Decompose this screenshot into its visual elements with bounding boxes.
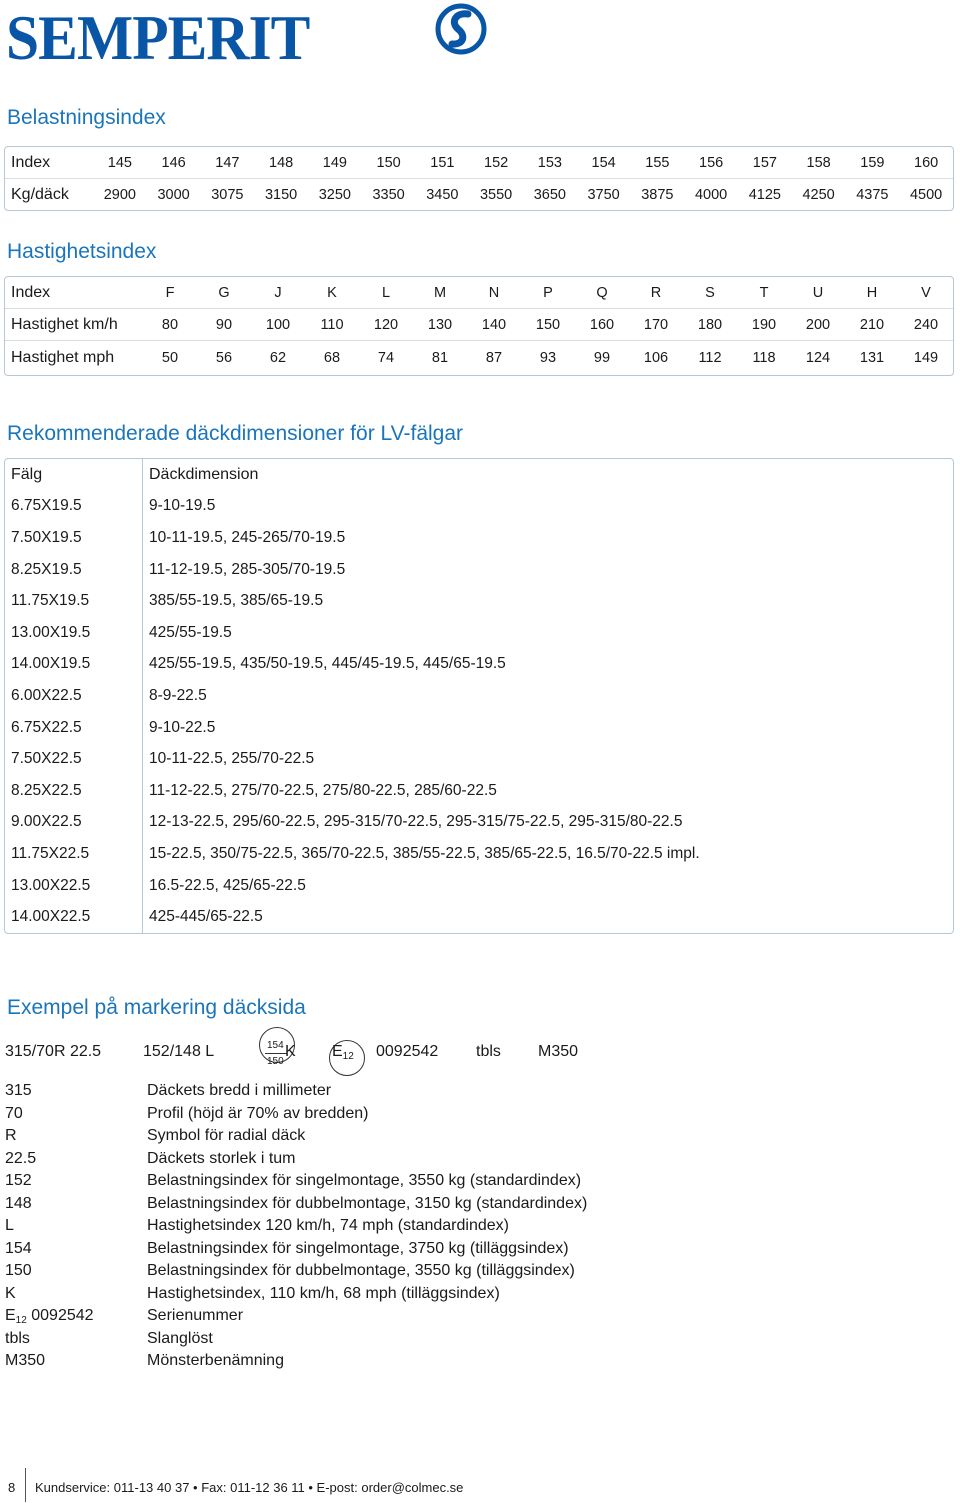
- load-kg-cell: 3750: [577, 178, 631, 210]
- speed-mph-cell: 81: [413, 340, 467, 375]
- mark-pattern: M350: [538, 1043, 579, 1060]
- speed-mph-cell: 118: [737, 340, 791, 375]
- legend-row: [5, 1307, 705, 1330]
- rim-size: 6.75X22.5: [5, 712, 143, 744]
- load-index-table: [4, 146, 954, 211]
- rim-size: 14.00X19.5: [5, 649, 143, 681]
- speed-mph-cell: 131: [845, 340, 899, 375]
- speed-index-cell: S: [705, 284, 715, 301]
- e-mark: [332, 1043, 354, 1062]
- speed-mph-row: [5, 340, 953, 375]
- marking-title: Exempel på markering däcksida: [7, 996, 306, 1019]
- rim-size: 6.75X19.5: [5, 491, 143, 523]
- tire-dimensions: 11-12-22.5, 275/70-22.5, 275/80-22.5, 285/60-22.5: [149, 781, 497, 799]
- legend-value: Slanglöst: [147, 1329, 213, 1347]
- table-row: [5, 807, 953, 839]
- row-label: Kg/däck: [5, 178, 93, 210]
- legend-row: [5, 1195, 705, 1218]
- load-index-cell: 150: [376, 154, 401, 171]
- footer-divider: [25, 1468, 26, 1502]
- speed-mph-cell: 68: [305, 340, 359, 375]
- rim-size: 8.25X22.5: [5, 775, 143, 807]
- load-kg-cell: 3350: [362, 178, 416, 210]
- speed-mph-cell: 74: [359, 340, 413, 375]
- table-row: [5, 649, 953, 681]
- legend-row: [5, 1330, 705, 1353]
- speed-kmh-cell: 150: [521, 308, 575, 340]
- tire-dimensions: 12-13-22.5, 295/60-22.5, 295-315/70-22.5, 295-315/75-22.5, 295-315/80-22.5: [149, 813, 683, 831]
- speed-kmh-cell: 210: [845, 308, 899, 340]
- load-index-cell: 158: [806, 154, 831, 171]
- semperit-logo: [6, 2, 332, 73]
- legend-value: Hastighetsindex, 110 km/h, 68 mph (tilläggsindex): [147, 1284, 500, 1302]
- row-label: Hastighet mph: [5, 340, 143, 375]
- legend-value: Serienummer: [147, 1307, 244, 1324]
- legend-row: [5, 1285, 705, 1308]
- e-letter: E: [332, 1043, 343, 1060]
- rim-size: 7.50X19.5: [5, 522, 143, 554]
- load-index-row: [5, 147, 953, 178]
- legend-key: tbls: [5, 1329, 30, 1347]
- legend-row: [5, 1217, 705, 1240]
- load-index-cell: 154: [591, 154, 616, 171]
- speed-mph-cell: 106: [629, 340, 683, 375]
- mark-serial: 0092542: [376, 1043, 439, 1060]
- row-label: Index: [11, 153, 51, 171]
- tire-dimensions: 425-445/65-22.5: [149, 908, 263, 926]
- legend-key-rest: 0092542: [26, 1307, 94, 1324]
- speed-mph-cell: 62: [251, 340, 305, 375]
- speed-kmh-cell: 200: [791, 308, 845, 340]
- speed-mph-cell: 50: [143, 340, 197, 375]
- tire-dimensions: 10-11-22.5, 255/70-22.5: [149, 750, 315, 768]
- rim-size: 13.00X22.5: [5, 870, 143, 902]
- row-label: Hastighet km/h: [5, 308, 143, 340]
- rim-size: 11.75X22.5: [5, 838, 143, 870]
- page-number: 8: [8, 1480, 16, 1495]
- speed-index-cell: K: [327, 284, 337, 301]
- load-kg-cell: 4375: [846, 178, 900, 210]
- tire-dimensions: 9-10-22.5: [149, 718, 216, 736]
- speed-index-cell: J: [274, 284, 282, 301]
- e-sub: 12: [342, 1051, 354, 1062]
- legend-row: [5, 1105, 705, 1128]
- speed-kmh-cell: 240: [899, 308, 953, 340]
- legend-key: 315: [5, 1082, 32, 1099]
- legend-value: Däckets bredd i millimeter: [147, 1082, 332, 1099]
- legend-value: Belastningsindex för dubbelmontage, 3150 kg (standardindex): [147, 1194, 588, 1212]
- speed-kmh-cell: 110: [305, 308, 359, 340]
- page-footer: [0, 1468, 960, 1503]
- legend-row: [5, 1352, 705, 1375]
- speed-index-cell: Q: [596, 284, 608, 301]
- load-index-cell: 153: [537, 154, 562, 171]
- table-row: [5, 712, 953, 744]
- speed-index-cell: L: [381, 284, 391, 301]
- load-kg-cell: 3650: [523, 178, 577, 210]
- legend-value: Belastningsindex för singelmontage, 3750 kg (tilläggsindex): [147, 1239, 569, 1257]
- table-row: [5, 775, 953, 807]
- speed-kmh-cell: 90: [197, 308, 251, 340]
- load-index-cell: 160: [914, 154, 939, 171]
- speed-kmh-cell: 120: [359, 308, 413, 340]
- circle-top-number: 154: [267, 1040, 284, 1051]
- tire-dimensions: 16.5-22.5, 425/65-22.5: [149, 876, 306, 894]
- load-kg-cell: 3000: [147, 178, 201, 210]
- legend-value: Profil (höjd är 70% av bredden): [147, 1104, 369, 1122]
- speed-index-cell: F: [165, 284, 175, 301]
- table-header-row: [5, 459, 953, 491]
- legend-key: L: [5, 1217, 14, 1234]
- legend-key-letter: E: [5, 1307, 16, 1324]
- speed-index-cell: U: [812, 284, 824, 301]
- speed-mph-cell: 87: [467, 340, 521, 375]
- load-kg-cell: 4125: [738, 178, 792, 210]
- speed-kmh-cell: 130: [413, 308, 467, 340]
- legend-key: 152: [5, 1172, 32, 1189]
- load-kg-row: [5, 178, 953, 210]
- rims-title: Rekommenderade däckdimensioner för LV-fälgar: [7, 422, 464, 445]
- load-index-cell: 159: [860, 154, 885, 171]
- load-index-title: Belastningsindex: [7, 106, 166, 129]
- header-rim: Fälg: [5, 459, 143, 491]
- legend-key: M350: [5, 1352, 46, 1369]
- speed-index-cell: T: [759, 284, 769, 301]
- table-row: [5, 554, 953, 586]
- legend-value: Mönsterbenämning: [147, 1352, 284, 1369]
- tire-dimensions: 10-11-19.5, 245-265/70-19.5: [149, 528, 346, 546]
- legend-value: Symbol för radial däck: [147, 1127, 306, 1144]
- speed-index-cell: V: [921, 284, 931, 301]
- table-row: [5, 743, 953, 775]
- tire-dimensions: 425/55-19.5: [149, 623, 232, 641]
- load-kg-cell: 3450: [416, 178, 470, 210]
- load-kg-cell: 3075: [201, 178, 255, 210]
- tire-dimensions: 425/55-19.5, 435/50-19.5, 445/45-19.5, 445/65-19.5: [149, 655, 506, 673]
- legend-key: 70: [5, 1104, 23, 1122]
- legend-key-sub: 12: [15, 1315, 27, 1326]
- legend-row: [5, 1150, 705, 1173]
- legend-key: 150: [5, 1262, 32, 1279]
- table-row: [5, 491, 953, 523]
- load-index-cell: 148: [269, 154, 294, 171]
- legend-row: [5, 1262, 705, 1285]
- load-kg-cell: 4000: [684, 178, 738, 210]
- footer-contact: Kundservice: 011-13 40 37 • Fax: 011-12 36 11 • E-post: order@colmec.se: [35, 1480, 464, 1495]
- legend-value: Belastningsindex för singelmontage, 3550 kg (standardindex): [147, 1172, 582, 1189]
- legend-key: [5, 1307, 94, 1326]
- row-label: Index: [11, 283, 51, 301]
- speed-mph-cell: 124: [791, 340, 845, 375]
- rim-size: 9.00X22.5: [5, 807, 143, 839]
- rim-size: 14.00X22.5: [5, 901, 143, 933]
- tire-dimensions: 11-12-19.5, 285-305/70-19.5: [149, 560, 346, 578]
- load-index-cell: 152: [484, 154, 509, 171]
- rim-size: 13.00X19.5: [5, 617, 143, 649]
- speed-kmh-cell: 80: [143, 308, 197, 340]
- legend-key: K: [5, 1284, 16, 1302]
- load-index-cell: 151: [430, 154, 455, 171]
- semperit-emblem-icon: [434, 2, 488, 56]
- legend-row: [5, 1127, 705, 1150]
- legend-key: 22.5: [5, 1149, 37, 1167]
- legend-key: 148: [5, 1194, 32, 1212]
- mark-load-speed: 152/148 L: [143, 1043, 215, 1060]
- speed-index-cell: N: [488, 284, 500, 301]
- speed-index-cell: P: [543, 284, 553, 301]
- load-index-cell: 157: [752, 154, 777, 171]
- marking-legend: [5, 1082, 705, 1375]
- legend-value: Belastningsindex för dubbelmontage, 3550 kg (tilläggsindex): [147, 1262, 575, 1279]
- rim-size: 7.50X22.5: [5, 743, 143, 775]
- speed-mph-cell: 112: [683, 340, 737, 375]
- table-row: [5, 680, 953, 712]
- speed-mph-cell: 93: [521, 340, 575, 375]
- legend-row: [5, 1082, 705, 1105]
- speed-kmh-cell: 190: [737, 308, 791, 340]
- speed-mph-cell: 99: [575, 340, 629, 375]
- rim-size: 8.25X19.5: [5, 554, 143, 586]
- brand-wordmark: SEMPERIT: [6, 2, 310, 73]
- speed-kmh-cell: 100: [251, 308, 305, 340]
- rim-dimension-table: [4, 458, 954, 934]
- rim-size: 6.00X22.5: [5, 680, 143, 712]
- header-dimension: Däckdimension: [149, 465, 259, 483]
- tire-dimensions: 15-22.5, 350/75-22.5, 365/70-22.5, 385/55-22.5, 385/65-22.5, 16.5/70-22.5 impl.: [149, 844, 700, 862]
- load-kg-cell: 4500: [899, 178, 953, 210]
- load-kg-cell: 3250: [308, 178, 362, 210]
- mark-size: 315/70R 22.5: [5, 1043, 102, 1060]
- speed-kmh-cell: 180: [683, 308, 737, 340]
- circle-speed-letter: K: [285, 1043, 296, 1060]
- load-kg-cell: 2900: [93, 178, 147, 210]
- speed-index-cell: R: [650, 284, 662, 301]
- table-row: [5, 617, 953, 649]
- legend-key: 154: [5, 1239, 32, 1257]
- circle-divider: [265, 1053, 287, 1054]
- tire-dimensions: 385/55-19.5, 385/65-19.5: [149, 592, 324, 610]
- load-kg-cell: 4250: [792, 178, 846, 210]
- table-row: [5, 901, 953, 933]
- speed-kmh-row: [5, 308, 953, 340]
- table-row: [5, 870, 953, 902]
- table-row: [5, 838, 953, 870]
- speed-index-cell: H: [866, 284, 878, 301]
- load-index-cell: 145: [107, 154, 132, 171]
- speed-mph-cell: 149: [899, 340, 953, 375]
- tire-dimensions: 9-10-19.5: [149, 497, 216, 515]
- speed-kmh-cell: 140: [467, 308, 521, 340]
- load-index-cell: 156: [699, 154, 724, 171]
- load-index-cell: 146: [161, 154, 186, 171]
- speed-index-cell: G: [218, 284, 230, 301]
- tire-dimensions: 8-9-22.5: [149, 686, 207, 704]
- marking-example: [5, 1026, 805, 1074]
- speed-mph-cell: 56: [197, 340, 251, 375]
- load-kg-cell: 3875: [631, 178, 685, 210]
- legend-row: [5, 1172, 705, 1195]
- legend-value: Däckets storlek i tum: [147, 1149, 296, 1167]
- speed-index-row: [5, 277, 953, 308]
- speed-index-title: Hastighetsindex: [7, 240, 157, 263]
- circle-bottom-number: 150: [267, 1056, 284, 1067]
- load-index-cell: 149: [322, 154, 347, 171]
- mark-tbls: tbls: [476, 1043, 501, 1060]
- speed-index-table: [4, 276, 954, 376]
- rim-size: 11.75X19.5: [5, 585, 143, 617]
- legend-row: [5, 1240, 705, 1263]
- table-row: [5, 522, 953, 554]
- speed-index-cell: M: [433, 284, 447, 301]
- speed-kmh-cell: 170: [629, 308, 683, 340]
- load-kg-cell: 3550: [469, 178, 523, 210]
- load-index-cell: 147: [215, 154, 240, 171]
- legend-key: R: [5, 1127, 17, 1144]
- speed-kmh-cell: 160: [575, 308, 629, 340]
- load-index-cell: 155: [645, 154, 670, 171]
- legend-value: Hastighetsindex 120 km/h, 74 mph (standardindex): [147, 1217, 509, 1234]
- table-row: [5, 585, 953, 617]
- load-kg-cell: 3150: [254, 178, 308, 210]
